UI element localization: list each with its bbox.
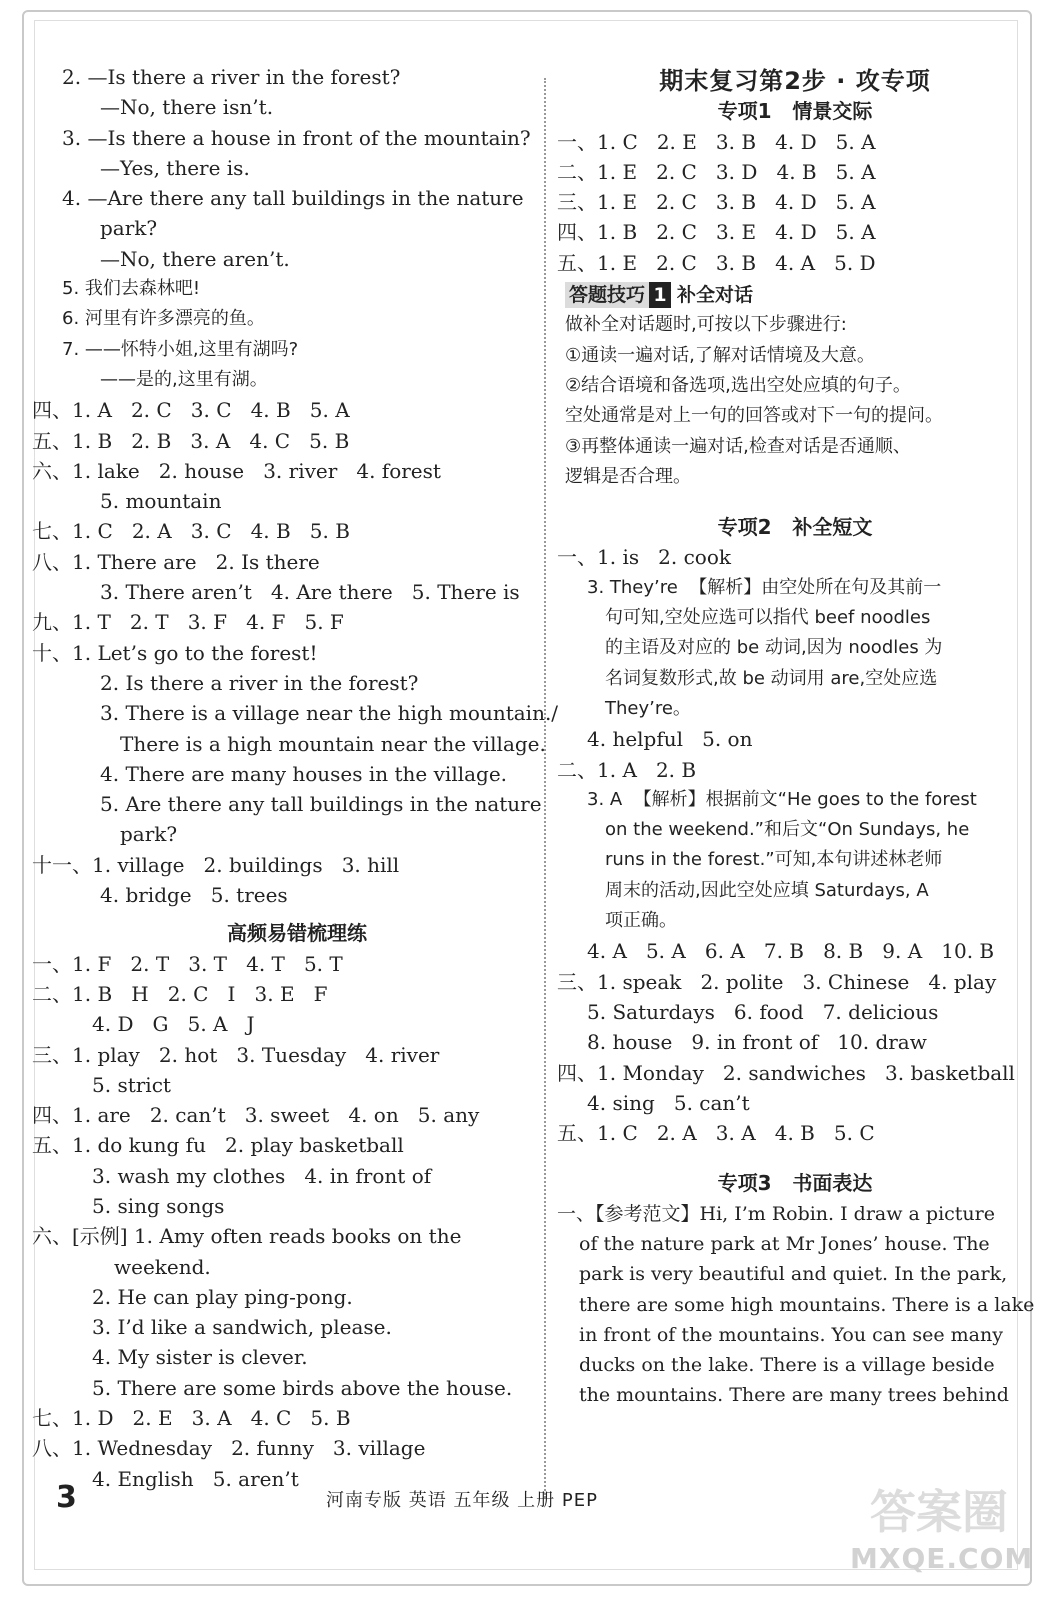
answer-line: 十一、1. village 2. buildings 3. hill — [32, 852, 400, 877]
answer-line: 二、1. A 2. B — [557, 757, 697, 782]
watermark-text: MXQE.COM — [850, 1542, 1034, 1575]
answer-line: 的主语及对应的 be 动词,因为 noodles 为 — [605, 637, 943, 659]
answer-line: of the nature park at Mr Jones’ house. The — [579, 1232, 990, 1255]
tip-header — [565, 280, 753, 310]
answer-line: 5. Saturdays 6. food 7. delicious — [587, 999, 939, 1024]
tip-line: 空处通常是对上一句的回答或对下一句的提问。 — [565, 405, 943, 427]
answer-line: 3. There is a village near the high mountain./ — [100, 701, 559, 726]
answer-line: 4. sing 5. can’t — [587, 1090, 750, 1115]
answer-line: 四、1. A 2. C 3. C 4. B 5. A — [32, 398, 350, 423]
answer-line: 五、1. B 2. B 3. A 4. C 5. B — [32, 428, 350, 453]
answer-line: 4. —Are there any tall buildings in the nature — [62, 186, 524, 211]
answer-line: 2. —Is there a river in the forest? — [62, 65, 401, 89]
answer-line: 3. A 【解析】根据前文“He goes to the forest — [587, 788, 977, 810]
answer-line: 5. strict — [92, 1072, 171, 1097]
section-heading: 专项3 书面表达 — [717, 1171, 873, 1196]
answer-line: 4. A 5. A 6. A 7. B 8. B 9. A 10. B — [587, 939, 995, 964]
answer-line: 八、1. There are 2. Is there — [32, 549, 320, 574]
answer-line: 二、1. E 2. C 3. D 4. B 5. A — [557, 159, 876, 184]
tip-line: ①通读一遍对话,了解对话情境及大意。 — [565, 344, 875, 366]
answer-line: —Yes, there is. — [100, 155, 250, 180]
answer-line: ducks on the lake. There is a village beside — [579, 1354, 995, 1377]
answer-line: 一、【参考范文】Hi, I’m Robin. I draw a picture — [557, 1202, 995, 1225]
answer-line: in front of the mountains. You can see many — [579, 1323, 1003, 1346]
answer-line: 六、[示例] 1. Amy often reads books on the — [32, 1224, 462, 1249]
answer-line: 四、1. are 2. can’t 3. sweet 4. on 5. any — [32, 1103, 480, 1128]
answer-line: 八、1. Wednesday 2. funny 3. village — [32, 1436, 426, 1461]
answer-line: 五、1. E 2. C 3. B 4. A 5. D — [557, 250, 876, 275]
page-title: 期末复习第2步 · 攻专项 — [659, 67, 931, 95]
answer-line: 二、1. B H 2. C I 3. E F — [32, 981, 328, 1006]
answer-line: 一、1. F 2. T 3. T 4. T 5. T — [32, 951, 343, 976]
answer-line: 六、1. lake 2. house 3. river 4. forest — [32, 458, 441, 483]
page-footer — [56, 1480, 956, 1520]
section-heading: 专项1 情景交际 — [717, 99, 873, 124]
answer-line: 4. My sister is clever. — [92, 1345, 308, 1370]
answer-line: 项正确。 — [605, 910, 677, 932]
answer-line: 4. English 5. aren’t — [92, 1466, 299, 1491]
answer-line: 四、1. Monday 2. sandwiches 3. basketball — [557, 1060, 1015, 1085]
answer-line: 5. There are some birds above the house. — [92, 1375, 513, 1400]
answer-line: 2. He can play ping-pong. — [92, 1284, 353, 1309]
answer-line: 4. There are many houses in the village. — [100, 761, 508, 786]
answer-line: 三、1. play 2. hot 3. Tuesday 4. river — [32, 1042, 440, 1067]
answer-line: 3. There aren’t 4. Are there 5. There is — [100, 580, 520, 605]
answer-line: 七、1. C 2. A 3. C 4. B 5. B — [32, 519, 350, 544]
answer-line: 五、1. C 2. A 3. A 4. B 5. C — [557, 1121, 875, 1146]
answer-line: 一、1. C 2. E 3. B 4. D 5. A — [557, 129, 876, 154]
answer-line: 5. sing songs — [92, 1193, 225, 1218]
answer-line: runs in the forest.”可知,本句讲述林老师 — [605, 849, 943, 871]
answer-line: 6. 河里有许多漂亮的鱼。 — [62, 308, 265, 330]
answer-line: They’re。 — [605, 697, 691, 719]
page-number: 3 — [56, 1480, 77, 1515]
answer-line: on the weekend.”和后文“On Sundays, he — [605, 819, 970, 841]
tip-line: 逻辑是否合理。 — [565, 465, 691, 487]
left-column — [32, 62, 559, 1494]
answer-line: 8. house 9. in front of 10. draw — [587, 1030, 927, 1055]
answer-line: 4. D G 5. A J — [92, 1012, 255, 1037]
answer-line: 2. Is there a river in the forest? — [100, 670, 419, 695]
answer-line: 三、1. E 2. C 3. B 4. D 5. A — [557, 190, 876, 215]
answer-line: —No, there aren’t. — [100, 246, 290, 271]
section-heading: 专项2 补全短文 — [717, 515, 873, 540]
answer-line: 3. They’re 【解析】由空处所在句及其前一 — [587, 576, 942, 598]
tip-line: 做补全对话题时,可按以下步骤进行: — [565, 314, 847, 336]
answer-line: 4. helpful 5. on — [587, 727, 753, 752]
answer-line: park? — [120, 822, 178, 847]
answer-line: 三、1. speak 2. polite 3. Chinese 4. play — [557, 969, 997, 994]
answer-line: 5. 我们去森林吧! — [62, 278, 201, 300]
answer-line: 句可知,空处应选可以指代 beef noodles — [605, 607, 931, 629]
answer-line: 十、1. Let’s go to the forest! — [32, 640, 318, 665]
answer-line: there are some high mountains. There is a lake — [579, 1293, 1035, 1316]
answer-line: 3. I’d like a sandwich, please. — [92, 1315, 392, 1340]
answer-line: 5. Are there any tall buildings in the nature — [100, 792, 542, 817]
watermark — [850, 1476, 1034, 1586]
tip-title: 补全对话 — [677, 284, 754, 307]
answer-line: ——是的,这里有湖。 — [100, 368, 268, 390]
edition-label: 河南专版 英语 五年级 上册 PEP — [326, 1490, 598, 1511]
answer-line: —No, there isn’t. — [100, 95, 274, 120]
answer-line: 3. wash my clothes 4. in front of — [92, 1163, 432, 1188]
answer-line: park? — [100, 216, 158, 241]
tip-line: ②结合语境和备选项,选出空处应填的句子。 — [565, 374, 911, 396]
section-heading: 高频易错梳理练 — [227, 921, 367, 946]
answer-line: the mountains. There are many trees behind — [579, 1384, 1009, 1407]
answer-line: weekend. — [114, 1254, 211, 1279]
answer-line: 4. bridge 5. trees — [100, 883, 288, 908]
tip-line: ③再整体通读一遍对话,检查对话是否通顺、 — [565, 435, 911, 457]
answer-line: 周末的活动,因此空处应填 Saturdays, A — [605, 879, 929, 901]
answer-line: park is very beautiful and quiet. In the park, — [579, 1263, 1008, 1286]
answer-line: 名词复数形式,故 be 动词用 are,空处应选 — [605, 667, 938, 689]
answer-line: 七、1. D 2. E 3. A 4. C 5. B — [32, 1406, 351, 1431]
answer-line: 3. —Is there a house in front of the mountain? — [62, 125, 531, 150]
answer-line: 7. ——怀特小姐,这里有湖吗? — [62, 338, 299, 360]
tip-number: 1 — [649, 282, 671, 308]
answer-line: 五、1. do kung fu 2. play basketball — [32, 1133, 404, 1158]
answer-line: 5. mountain — [100, 489, 222, 514]
column-divider — [544, 78, 546, 1498]
answer-line: 一、1. is 2. cook — [557, 545, 732, 570]
right-column — [557, 62, 1035, 1411]
answer-line: There is a high mountain near the village. — [120, 731, 546, 756]
answer-line: 九、1. T 2. T 3. F 4. F 5. F — [32, 610, 344, 635]
answer-line: 四、1. B 2. C 3. E 4. D 5. A — [557, 220, 876, 245]
watermark-logo-icon: 答案圈 — [870, 1485, 1008, 1539]
tip-label: 答题技巧 — [565, 282, 649, 308]
